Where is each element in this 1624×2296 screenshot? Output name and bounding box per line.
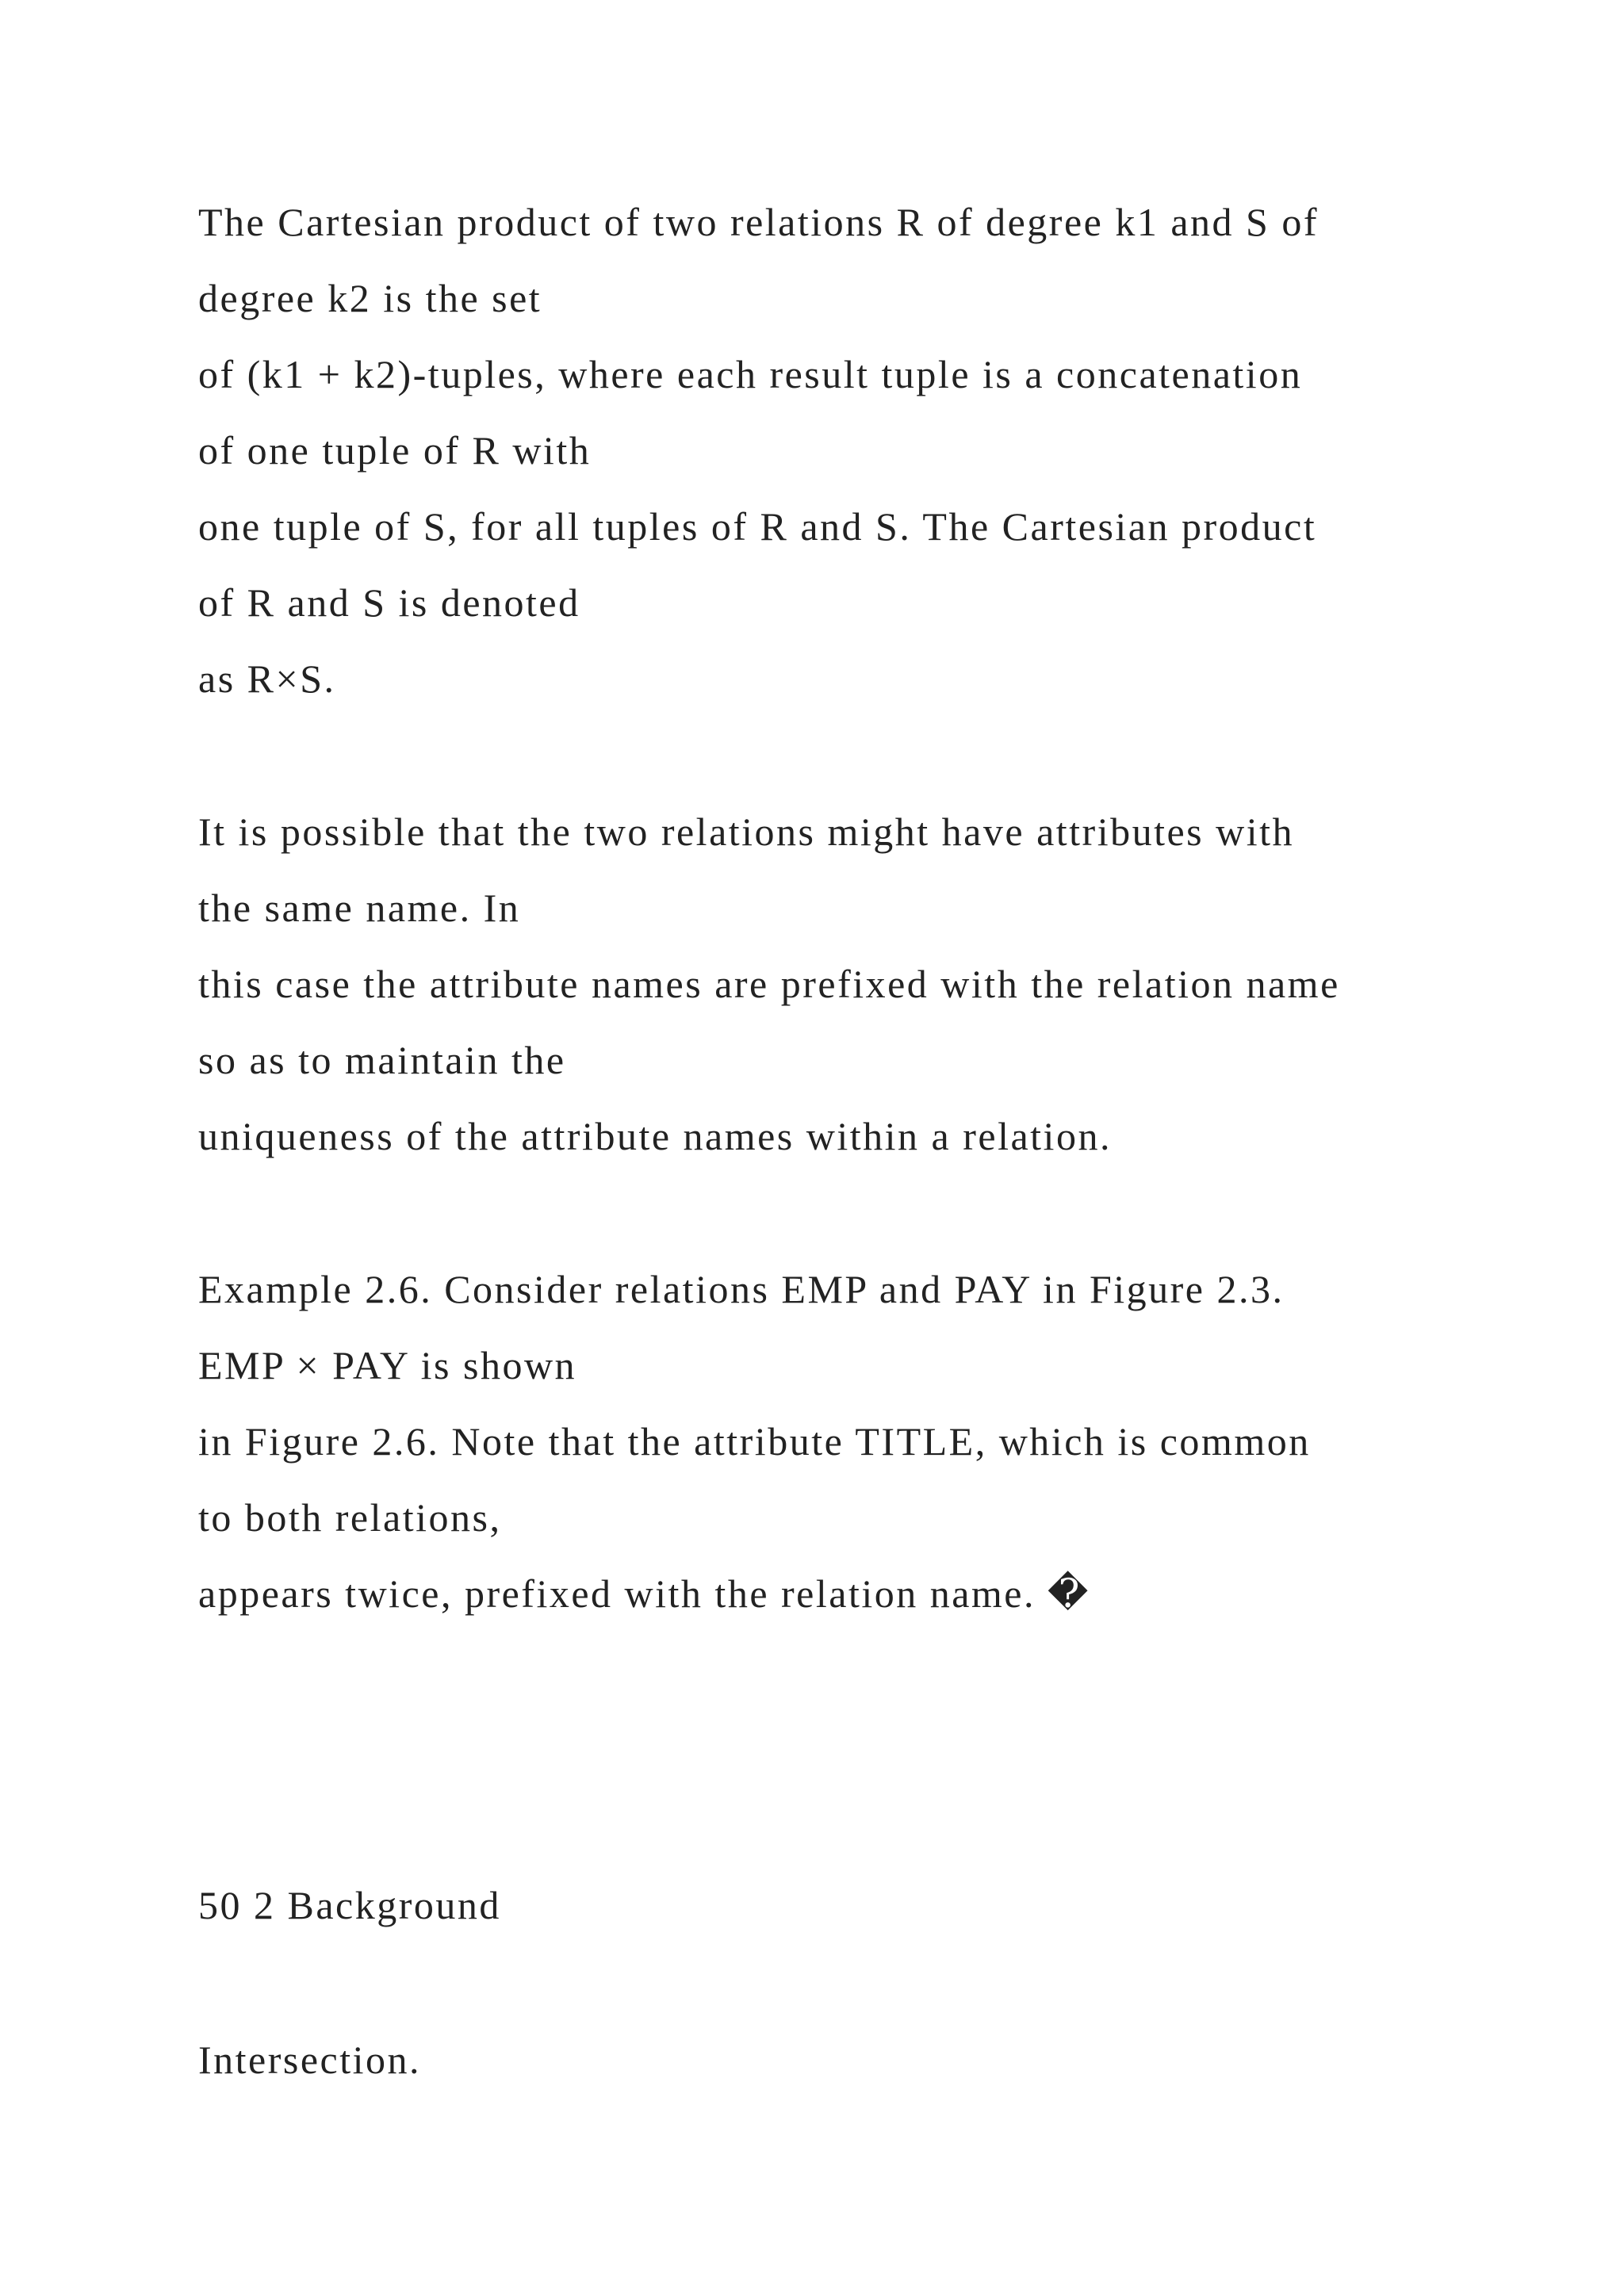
paragraph-attributes-line: the same name. In xyxy=(198,886,521,930)
paragraph-example-line: EMP × PAY is shown xyxy=(198,1343,577,1387)
paragraph-attributes-line: uniqueness of the attribute names within a relation. xyxy=(198,1114,1112,1158)
paragraph-example-line: in Figure 2.6. Note that the attribute TITLE, which is common xyxy=(198,1419,1311,1464)
paragraph-cartesian-line: The Cartesian product of two relations R of degree k1 and S of xyxy=(198,200,1319,244)
paragraph-cartesian-line: of one tuple of R with xyxy=(198,428,592,473)
paragraph-cartesian-line: as R×S. xyxy=(198,656,336,701)
paragraph-example-line: Example 2.6. Consider relations EMP and PAY in Figure 2.3. xyxy=(198,1267,1285,1311)
paragraph-cartesian-line: of R and S is denoted xyxy=(198,580,580,625)
paragraph-cartesian-line: of (k1 + k2)-tuples, where each result tuple is a concatenation xyxy=(198,352,1303,396)
paragraph-example-line: to both relations, xyxy=(198,1495,502,1540)
paragraph-example-line: appears twice, prefixed with the relation name. � xyxy=(198,1571,1090,1616)
paragraph-cartesian-line: one tuple of S, for all tuples of R and S. The Cartesian product xyxy=(198,504,1317,549)
paragraph-attributes-line: this case the attribute names are prefixed with the relation name xyxy=(198,962,1340,1006)
paragraph-attributes-line: so as to maintain the xyxy=(198,1038,566,1082)
paragraph-cartesian-line: degree k2 is the set xyxy=(198,276,542,320)
page-header: 50 2 Background xyxy=(198,1883,501,1927)
paragraph-attributes-line: It is possible that the two relations might have attributes with xyxy=(198,809,1295,854)
section-heading: Intersection. xyxy=(198,2038,422,2082)
